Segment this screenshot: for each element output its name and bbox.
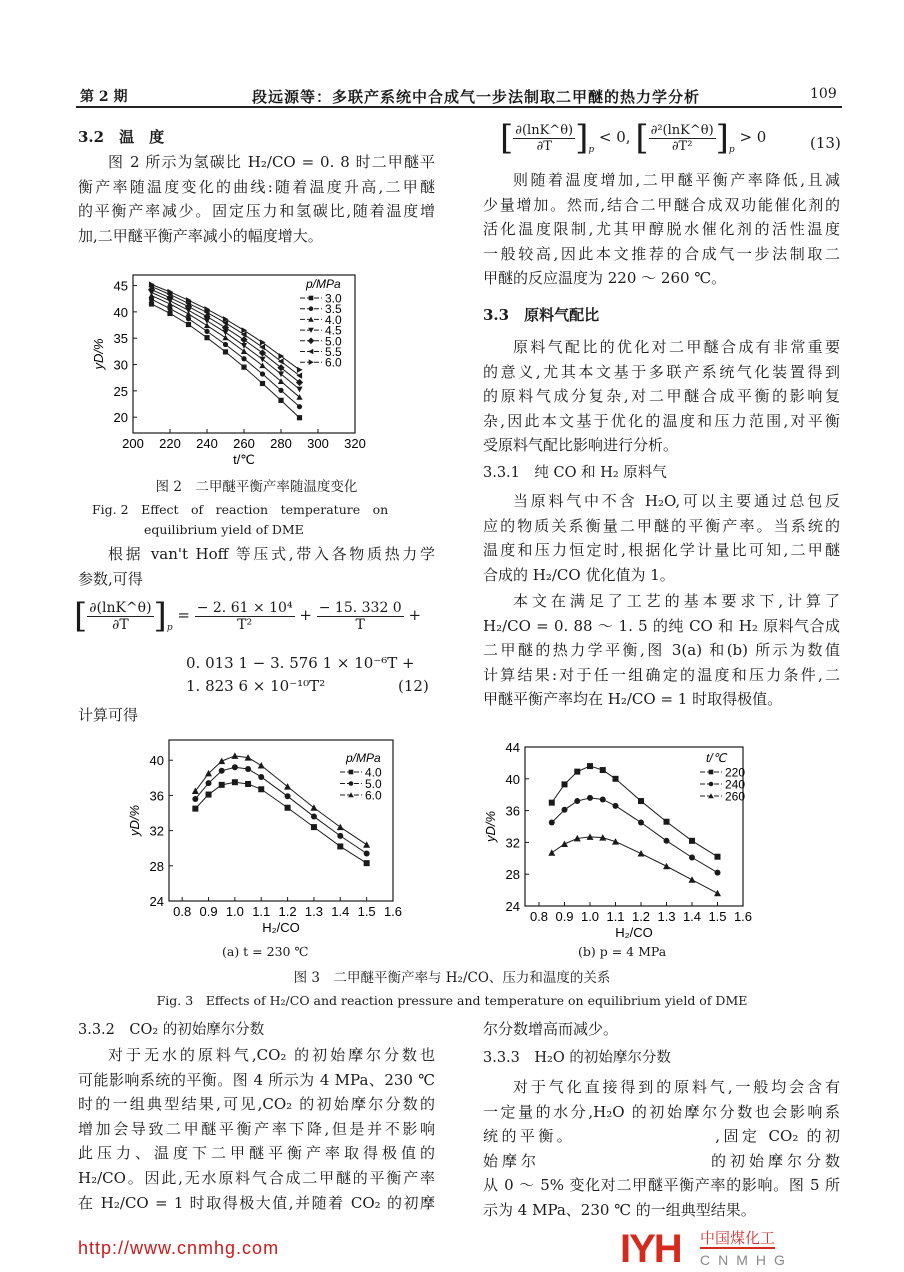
- logo-mark: IYH: [620, 1227, 681, 1271]
- data-point-6.0: [363, 841, 370, 848]
- data-point-240: [574, 798, 580, 804]
- data-point-220: [638, 798, 644, 804]
- legend-label: 3.5: [325, 302, 342, 317]
- x-axis-label: H₂/CO: [262, 920, 300, 935]
- y-tick-label: 24: [505, 899, 520, 914]
- x-tick-label: 1.2: [631, 909, 651, 924]
- data-point-3.5: [241, 356, 246, 361]
- y-tick-label: 36: [149, 788, 164, 804]
- data-point-4.0: [245, 781, 251, 787]
- fig3-caption-en: Fig. 3 Effects of H₂/CO and reaction pressure and temperature on equilibrium yield of DME: [156, 993, 748, 1008]
- eq13-a-numerator: ∂(lnK^θ): [515, 122, 574, 138]
- data-point-220: [664, 819, 670, 825]
- y-tick-label: 40: [113, 304, 128, 320]
- eq13-b-relation: > 0: [739, 128, 767, 146]
- paragraph-continuation: 尔分数增高而减少。: [483, 1020, 619, 1038]
- y-tick-label: 24: [149, 894, 164, 909]
- data-point-240: [587, 795, 593, 801]
- x-tick-label: 220: [159, 436, 181, 451]
- fig2-caption-en-line1: Fig. 2 Effect of reaction temperature on: [92, 502, 389, 517]
- legend-label: 6.0: [365, 788, 382, 803]
- text-line: 甲醚平衡产率均在 H₂/CO = 1 时取得极值。: [483, 690, 783, 709]
- data-point-3.0: [260, 381, 265, 386]
- x-tick-label: 300: [307, 436, 329, 451]
- legend-marker: [309, 296, 314, 301]
- data-point-4.0: [241, 348, 247, 354]
- legend-marker: [308, 349, 313, 355]
- text-line: 计算结果:对于任一组确定的温度和压力条件,二: [483, 665, 840, 684]
- data-point-5.0: [258, 774, 264, 780]
- data-point-220: [562, 781, 568, 787]
- text-line: 统的平衡。 ,固定 CO₂ 的初: [483, 1127, 840, 1146]
- fig2-chart: [91, 275, 366, 467]
- y-axis-label: yD/%: [91, 338, 106, 370]
- text-line: H₂/CO。因此,无水原料气合成二甲醚的平衡产率: [78, 1168, 435, 1187]
- data-point-4.0: [311, 824, 317, 830]
- eq12-term1-numerator: − 2. 61 × 10⁴: [196, 599, 293, 616]
- data-point-4.0: [337, 843, 343, 849]
- x-tick-label: 1.3: [304, 904, 323, 919]
- y-tick-label: 25: [113, 383, 128, 399]
- fig3a-chart: [127, 740, 402, 935]
- data-point-4.5: [296, 387, 302, 393]
- x-tick-label: 1.4: [331, 904, 350, 919]
- data-point-4.0: [232, 779, 238, 785]
- x-tick-label: 0.9: [199, 904, 218, 919]
- series-line-4.0: [195, 782, 366, 863]
- x-tick-label: 0.8: [173, 904, 192, 919]
- x-axis-label: t/℃: [233, 452, 255, 467]
- text-line: 杂,因此本文基于优化的温度和压力范围,对平衡: [483, 411, 840, 430]
- eq12-plus-2: +: [408, 606, 422, 624]
- section-heading-3-3-1: 3.3.1 纯 CO 和 H₂ 原料气: [483, 465, 667, 481]
- data-point-3.0: [223, 349, 228, 354]
- y-tick-label: 44: [505, 740, 520, 755]
- text-line: 从 0 ～ 5% 变化对二甲醚平衡产率的影响。图 5 所: [483, 1176, 840, 1195]
- legend-label: 4.5: [325, 323, 342, 338]
- section-heading-3-3: 3.3 原料气配比: [483, 306, 600, 324]
- data-point-240: [689, 855, 695, 861]
- y-tick-label: 28: [149, 858, 164, 874]
- data-point-4.0: [258, 786, 264, 792]
- data-point-220: [574, 769, 580, 775]
- x-tick-label: 1.6: [383, 904, 403, 919]
- y-tick-label: 32: [149, 823, 164, 839]
- eq12-line2: 0. 013 1 − 3. 576 1 × 10⁻⁶T +: [186, 654, 415, 672]
- text-line: 的原料气成分复杂,对二甲醚合成平衡的影响复: [483, 387, 840, 406]
- x-tick-label: 280: [270, 436, 292, 451]
- data-point-3.5: [167, 306, 172, 311]
- issue-number: 第 2 期: [80, 89, 128, 105]
- text-line: 始摩尔 的初始摩尔分数: [483, 1151, 840, 1170]
- text-line: 根据 van't Hoff 等压式,带入各物质热力学: [108, 545, 435, 563]
- text-line: 合成的 H₂/CO 优化值为 1。: [483, 565, 675, 584]
- eq12-line3: 1. 823 6 × 10⁻¹⁰T²: [186, 677, 326, 695]
- data-point-3.0: [149, 301, 154, 306]
- eq13-number: (13): [810, 134, 841, 152]
- x-tick-label: 1.0: [225, 904, 244, 919]
- legend-title: p/MPa: [346, 751, 381, 765]
- equation-13: [ $\frac{\partial(\ln K\^{}\theta)}{\partial T}$ ]$_p < 0$, [ $\frac{\text{∂²(lnK\textasciicircum{}θ)}}{\text{∂T²}}$ ]$_p > 0$: [500, 118, 767, 158]
- series-line-4.5: [152, 292, 300, 389]
- data-point-260: [548, 849, 555, 856]
- x-tick-label: 1.1: [252, 904, 271, 919]
- equation-12: [ $\frac{\partial(\ln K\^{}\theta)}{\partial T}$ ]$_p$ = $\frac{\text{− 2. 61 × 10⁴}}{\text{T²}}$ + $\frac{- 15. 332 0}{T}$ +: [74, 596, 422, 636]
- y-tick-label: 28: [505, 867, 520, 883]
- data-point-3.5: [278, 388, 283, 393]
- data-point-3.5: [297, 404, 302, 409]
- data-point-4.0: [364, 860, 370, 866]
- x-tick-label: 1.0: [580, 909, 600, 924]
- running-title: 段远源等：多联产系统中合成气一步法制取二甲醚的热力学分析: [252, 88, 701, 106]
- eq12-term2-numerator: − 15. 332 0: [318, 599, 402, 616]
- eq12-lhs-numerator: ∂(lnK^θ): [89, 599, 152, 616]
- data-point-3.0: [167, 311, 172, 316]
- text-line: 原料气配比的优化对二甲醚合成有非常重要: [513, 338, 840, 356]
- text-line: 对于无水的原料气,CO₂ 的初始摩尔分数也: [108, 1046, 435, 1064]
- x-tick-label: 1.2: [278, 904, 297, 919]
- text-line: 对于气化直接得到的原料气,一般均会含有: [513, 1078, 840, 1096]
- data-point-4.0: [219, 782, 225, 788]
- eq13-a-denominator: ∂T: [536, 138, 552, 154]
- x-axis-label: H₂/CO: [615, 925, 653, 940]
- x-tick-label: 1.5: [708, 909, 727, 924]
- data-point-6.0: [231, 752, 238, 759]
- eq12-number: (12): [398, 677, 429, 695]
- eq13-a-subscript: p: [588, 145, 595, 155]
- text-line: 可能影响系统的平衡。图 4 所示为 4 MPa、230 ℃: [78, 1070, 435, 1089]
- series-line-3.0: [152, 304, 300, 418]
- text-line: 的平衡产率减少。固定压力和氢碳比,随着温度增: [78, 202, 435, 221]
- data-point-3.5: [260, 371, 265, 376]
- y-tick-label: 20: [113, 410, 128, 426]
- data-point-260: [689, 876, 696, 883]
- x-tick-label: 1.3: [657, 909, 676, 924]
- y-axis-label: yD/%: [483, 810, 498, 843]
- eq13-b-denominator: ∂T²: [671, 138, 693, 154]
- series-line-5.0: [195, 767, 366, 853]
- text-line: 参数,可得: [78, 569, 143, 588]
- text-line: 增加会导致二甲醚平衡产率下降,但是并不影响: [78, 1119, 435, 1138]
- eq13-b-numerator: ∂²(lnK^θ): [650, 122, 714, 138]
- text-line: 示为 4 MPa、230 ℃ 的一组典型结果。: [483, 1200, 756, 1219]
- data-point-220: [613, 776, 619, 782]
- text-line: 应的物质关系衡量二甲醚的平衡产率。当系统的: [483, 516, 840, 535]
- data-point-260: [714, 890, 721, 897]
- data-point-3.5: [186, 316, 191, 321]
- data-point-5.0: [337, 833, 343, 839]
- text-line: 当原料气中不含 H₂O,可以主要通过总包反: [513, 492, 840, 510]
- x-tick-label: 1.4: [682, 909, 702, 924]
- data-point-4.0: [285, 805, 291, 811]
- fig3b-chart: [483, 740, 752, 940]
- legend-marker: [349, 770, 354, 775]
- data-point-3.5: [204, 329, 209, 334]
- data-point-240: [715, 870, 721, 876]
- y-tick-label: 40: [149, 753, 164, 769]
- legend-label: 240: [725, 777, 746, 792]
- eq12-subscript: p: [166, 623, 173, 633]
- y-tick-label: 45: [113, 278, 128, 294]
- data-point-260: [663, 863, 670, 870]
- data-point-240: [562, 807, 568, 813]
- data-point-6.0: [258, 762, 265, 769]
- eq12-term2-denominator: T: [355, 616, 365, 633]
- eq13-b-subscript: p: [728, 145, 735, 155]
- text-line: 图 2 所示为氢碳比 H₂/CO = 0. 8 时二甲醚平: [108, 153, 435, 171]
- legend-label: 5.0: [365, 777, 382, 791]
- data-point-5.0: [219, 768, 225, 774]
- page-number: 109: [810, 86, 837, 102]
- data-point-5.0: [364, 850, 370, 856]
- y-tick-label: 35: [113, 331, 128, 347]
- data-point-240: [664, 838, 670, 844]
- x-tick-label: 1.5: [357, 904, 376, 919]
- x-tick-label: 0.9: [555, 909, 574, 924]
- data-point-220: [600, 767, 606, 773]
- legend-label: 220: [725, 765, 746, 780]
- logo-text-cn: 中国煤化工: [700, 1229, 776, 1247]
- text-line: 此压力、温度下二甲醚平衡产率取得极值的: [78, 1144, 435, 1163]
- data-point-260: [638, 850, 645, 857]
- data-point-5.0: [232, 764, 238, 770]
- series-line-260: [552, 837, 718, 893]
- y-axis-label: yD/%: [127, 804, 142, 837]
- x-tick-label: 260: [233, 436, 255, 451]
- fig2-caption-cn: 图 2 二甲醚平衡产率随温度变化: [155, 479, 358, 495]
- legend-label: 4.0: [325, 312, 342, 327]
- data-point-220: [689, 838, 695, 844]
- data-point-5.0: [192, 796, 198, 802]
- fig2-caption-en-line2: equilibrium yield of DME: [144, 522, 304, 537]
- data-point-240: [613, 803, 619, 809]
- y-tick-label: 36: [505, 803, 520, 819]
- text-line: 在 H₂/CO = 1 时取得极大值,并随着 CO₂ 的初摩: [78, 1193, 435, 1212]
- data-point-5.0: [206, 780, 212, 786]
- section-heading-3-2: 3.2 温 度: [78, 128, 165, 146]
- legend-label: 5.5: [325, 345, 342, 359]
- data-point-3.0: [241, 365, 246, 370]
- eq12-equals: =: [177, 606, 190, 624]
- data-point-3.5: [223, 342, 228, 347]
- text-line: 则随着温度增加,二甲醚平衡产率降低,且减: [513, 171, 840, 189]
- data-point-260: [561, 840, 568, 847]
- data-point-220: [715, 854, 721, 860]
- text-line: 一定量的水分,H₂O 的初始摩尔分数也会影响系: [483, 1102, 840, 1121]
- data-point-6.0: [337, 824, 344, 831]
- url-watermark: http://www.cnmhg.com: [78, 1238, 280, 1258]
- eq12-lhs-denominator: ∂T: [112, 616, 129, 633]
- legend-label: 3.0: [325, 291, 342, 306]
- y-tick-label: 40: [505, 771, 520, 787]
- text-line: 甲醚的反应温度为 220 ～ 260 ℃。: [483, 269, 727, 288]
- legend-marker: [309, 306, 314, 311]
- text-line: 活化温度限制,尤其甲醇脱水催化剂的活性温度: [483, 220, 840, 239]
- legend-label: 5.0: [325, 334, 342, 349]
- fig3a-subcaption: (a) t = 230 ℃: [222, 944, 309, 959]
- legend-marker: [709, 782, 714, 787]
- text-line: 衡产率随温度变化的曲线:随着温度升高,二甲醚: [78, 177, 435, 196]
- data-point-240: [638, 820, 644, 826]
- fig3b-subcaption: (b) p = 4 MPa: [578, 944, 667, 959]
- logo-text-en: CNMHG: [700, 1252, 793, 1268]
- section-heading-3-3-3: 3.3.3 H₂O 的初始摩尔分数: [483, 1050, 671, 1066]
- y-tick-label: 30: [113, 357, 128, 373]
- x-tick-label: 1.1: [606, 909, 625, 924]
- text-line: 少量增加。然而,结合二甲醚合成双功能催化剂的: [483, 195, 840, 214]
- data-point-220: [549, 800, 555, 806]
- legend-title: t/℃: [706, 751, 727, 765]
- data-point-6.0: [218, 758, 225, 765]
- x-tick-label: 240: [196, 436, 218, 451]
- legend-marker: [709, 770, 714, 775]
- legend-marker: [349, 781, 354, 786]
- text-line: 时的一组典型结果,可见,CO₂ 的初始摩尔分数的: [78, 1095, 435, 1114]
- data-point-5.0: [245, 766, 251, 772]
- eq12-term1-denominator: T²: [237, 616, 253, 633]
- data-point-3.0: [297, 415, 302, 420]
- fig3-caption-cn: 图 3 二甲醚平衡产率与 H₂/CO、压力和温度的关系: [293, 970, 611, 986]
- data-point-3.0: [186, 322, 191, 327]
- data-point-240: [600, 796, 606, 802]
- data-point-4.0: [192, 806, 198, 812]
- data-point-3.0: [278, 398, 283, 403]
- legend-label: 260: [725, 789, 746, 804]
- legend-marker: [308, 338, 315, 345]
- text-line: 二甲醚的热力学平衡,图 3(a) 和(b) 所示为数值: [483, 641, 840, 660]
- legend-label: 4.0: [365, 765, 382, 780]
- legend-title: p/MPa: [306, 277, 341, 291]
- x-tick-label: 200: [122, 436, 144, 451]
- data-point-6.0: [297, 367, 303, 373]
- data-point-4.5: [241, 343, 247, 349]
- data-point-5.0: [285, 793, 291, 799]
- data-point-240: [549, 820, 555, 826]
- x-tick-label: 1.6: [733, 909, 753, 924]
- text-line: 本文在满足了工艺的基本要求下,计算了: [513, 592, 840, 610]
- data-point-5.0: [311, 814, 317, 820]
- y-tick-label: 32: [505, 835, 520, 851]
- data-point-3.0: [204, 335, 209, 340]
- text-line: H₂/CO = 0. 88 ～ 1. 5 的纯 CO 和 H₂ 原料气合成: [483, 616, 840, 635]
- legend-label: 6.0: [325, 355, 342, 370]
- data-point-4.0: [206, 792, 212, 798]
- cnmhg-logo: [620, 1228, 840, 1270]
- eq13-a-relation: < 0,: [598, 128, 631, 146]
- x-tick-label: 320: [344, 436, 366, 451]
- eq12-plus: +: [299, 606, 312, 624]
- text-line: 加,二甲醚平衡产率减小的幅度增大。: [78, 226, 323, 245]
- x-tick-label: 0.8: [529, 909, 549, 924]
- text-line: 受原料气配比影响进行分析。: [483, 436, 679, 455]
- series-line-240: [552, 798, 718, 873]
- text-line: 一般较高,因此本文推荐的合成气一步法制取二: [483, 244, 840, 263]
- legend-marker: [309, 359, 314, 365]
- text-line: 的意义,尤其本文基于多联产系统气化装置得到: [483, 362, 840, 381]
- paragraph-calc: 计算可得: [78, 706, 139, 724]
- data-point-220: [587, 763, 593, 769]
- section-heading-3-3-2: 3.3.2 CO₂ 的初始摩尔分数: [78, 1022, 265, 1038]
- text-line: 温度和压力恒定时,根据化学计量比可知,二甲醚: [483, 541, 840, 560]
